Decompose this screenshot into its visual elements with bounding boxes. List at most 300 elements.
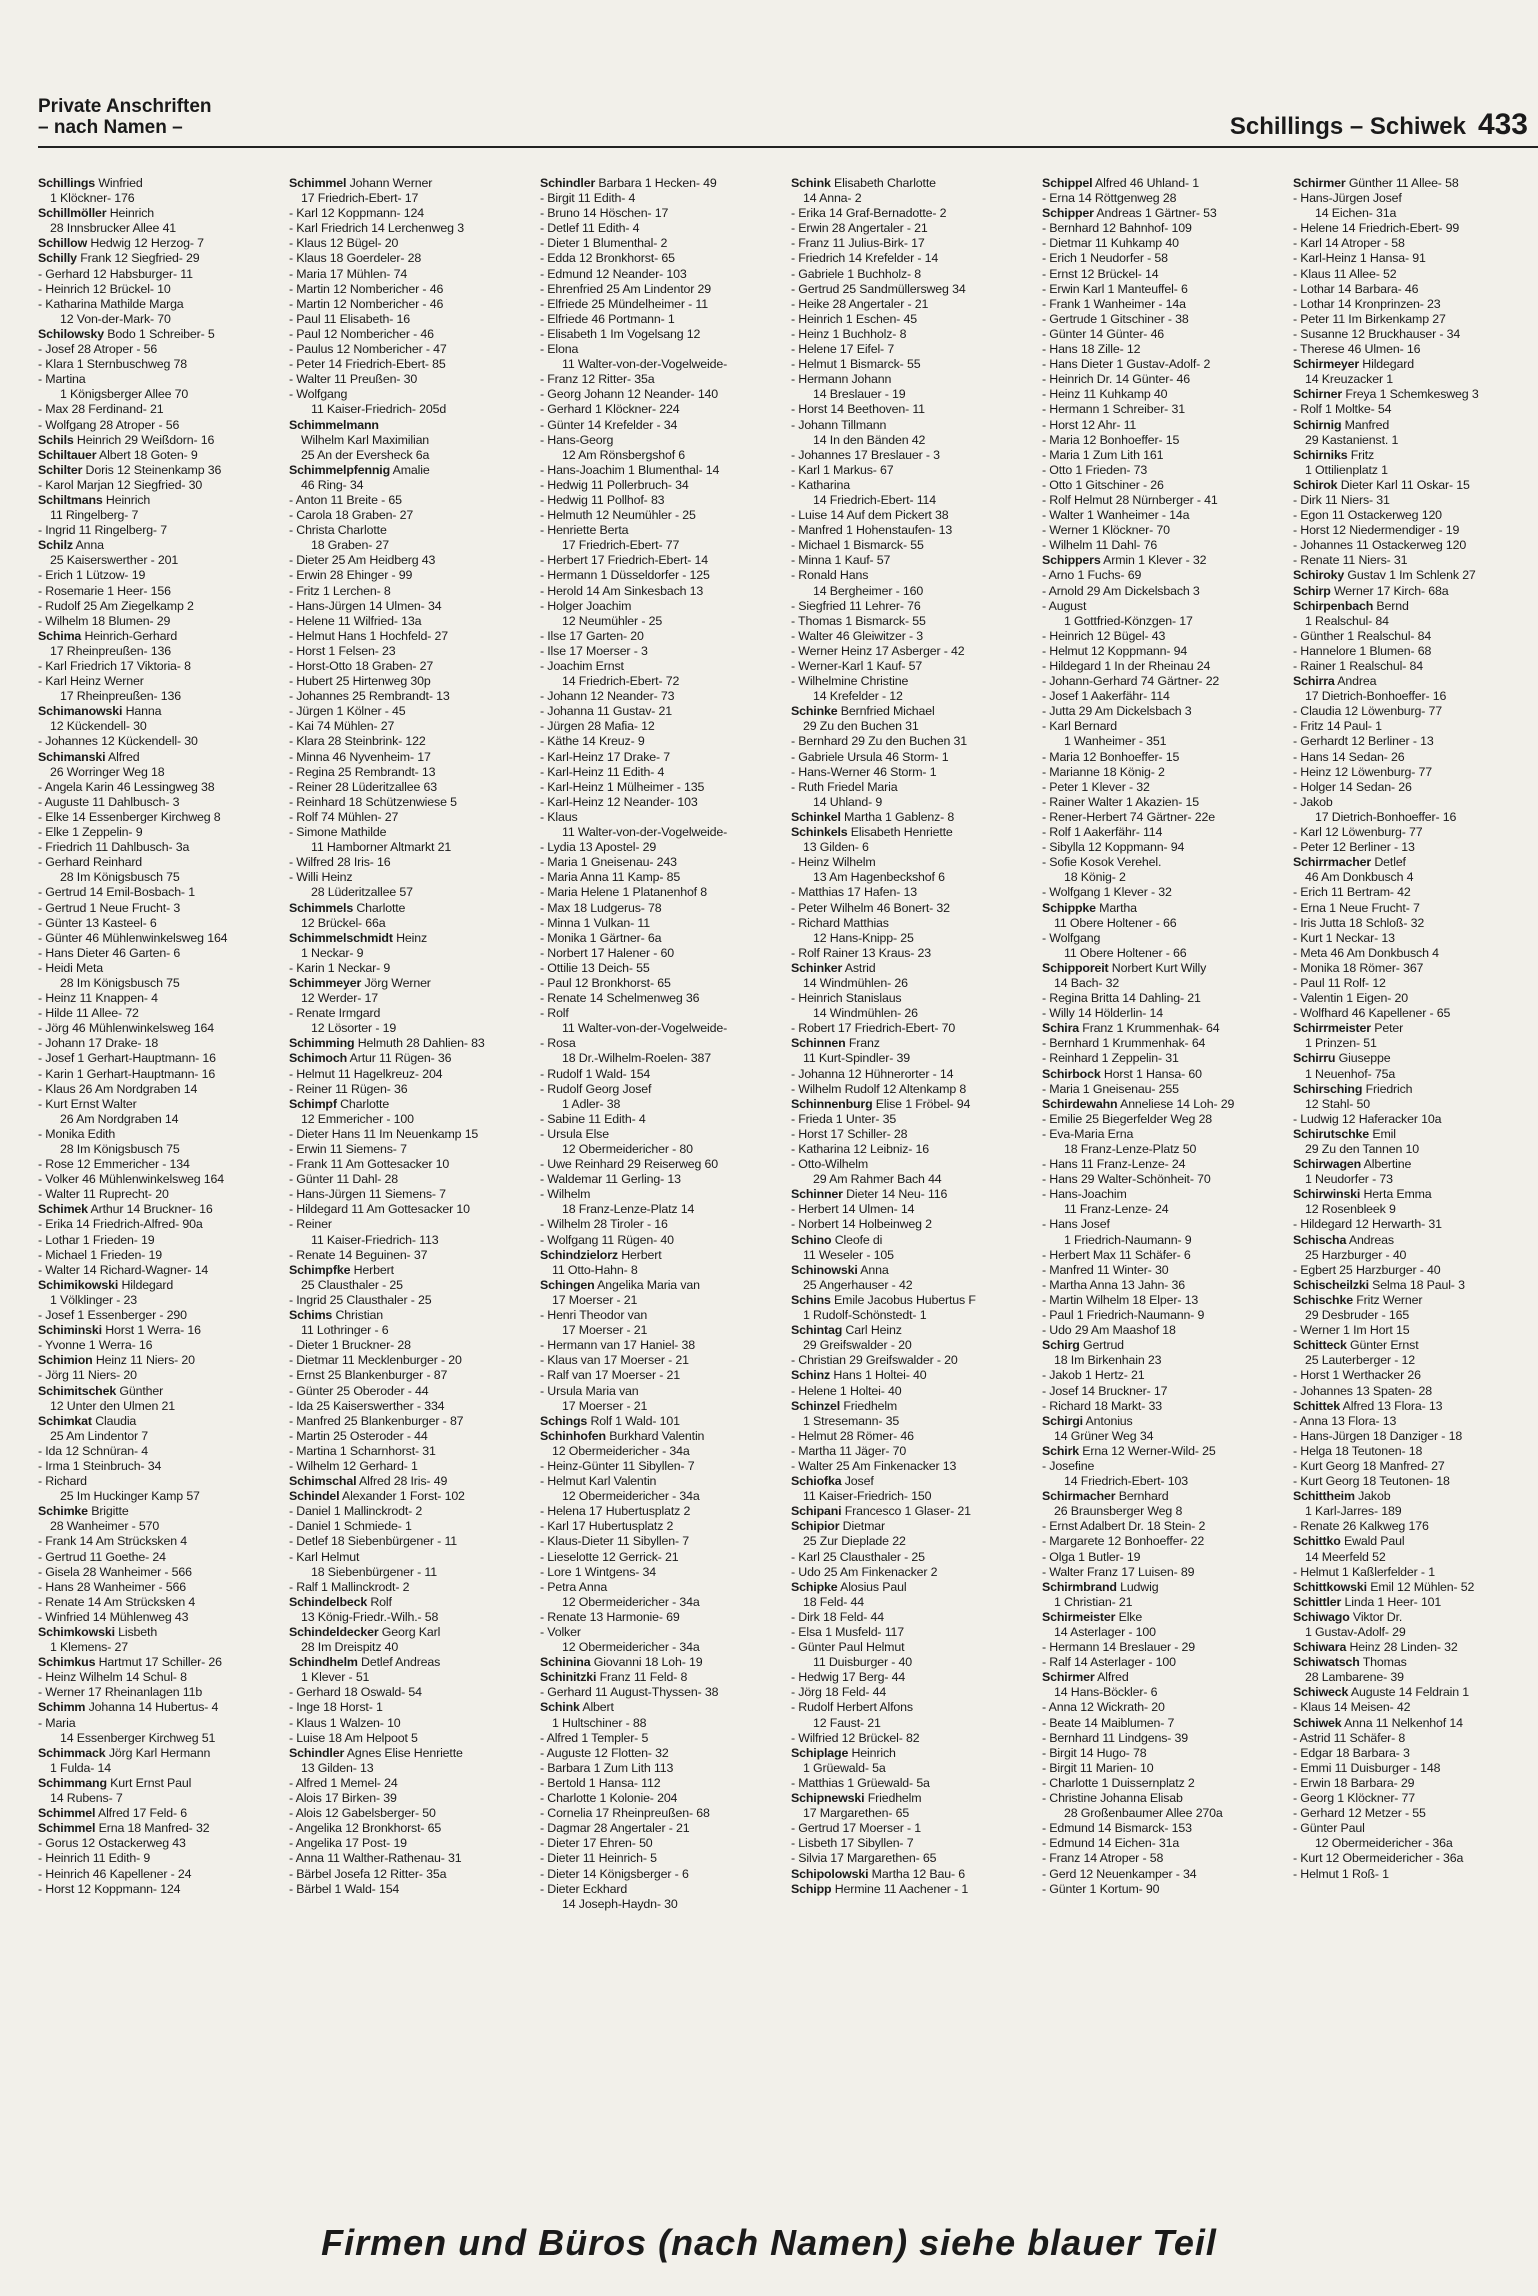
- listing-entry: - Wolfhard 46 Kapellener - 65: [1293, 1006, 1451, 1021]
- surname: Schirpenbach: [1293, 598, 1374, 613]
- listing-entry: Schirbock Horst 1 Hansa- 60: [1042, 1066, 1202, 1081]
- listing-entry: - Karl-Heinz 1 Hansa- 91: [1293, 251, 1426, 266]
- listing-entry: - Erwin 18 Barbara- 29: [1293, 1775, 1415, 1790]
- listing-entry: Schipolowski Martha 12 Bau- 6: [791, 1866, 966, 1881]
- listing-entry: 26 Am Nordgraben 14: [60, 1111, 179, 1126]
- listing-entry: - Jörg 11 Niers- 20: [38, 1368, 137, 1383]
- listing-entry: - Kurt 12 Obermeidericher - 36a: [1293, 1851, 1464, 1866]
- listing-entry: - Josef 1 Aakerfähr- 114: [1042, 689, 1170, 704]
- listing-entry: - Winfried 14 Mühlenweg 43: [38, 1609, 189, 1624]
- listing-entry: 17 Friedrich-Ebert- 17: [301, 191, 419, 206]
- listing-entry: - Olga 1 Butler- 19: [1042, 1549, 1141, 1564]
- listing-entry: - Robert 17 Friedrich-Ebert- 70: [791, 1021, 956, 1036]
- listing-entry: - Ursula Maria van: [540, 1383, 639, 1398]
- listing-entry: - Bernhard 1 Krummenhak- 64: [1042, 1036, 1206, 1051]
- surname: Schimkat: [38, 1413, 92, 1428]
- listing-entry: - Hans-Jürgen 14 Ulmen- 34: [289, 598, 442, 613]
- listing-entry: - Daniel 1 Schmiede- 1: [289, 1519, 412, 1534]
- listing-entry: Schindler Agnes Elise Henriette: [289, 1745, 463, 1760]
- listing-entry: Schimke Brigitte: [38, 1504, 129, 1519]
- listing-entry: - Helene 14 Friedrich-Ebert- 99: [1293, 221, 1460, 236]
- listing-entry: 1 Adler- 38: [562, 1096, 621, 1111]
- listing-entry: - Ehrenfried 25 Am Lindentor 29: [540, 281, 711, 296]
- listing-entry: 12 Obermeidericher - 34a: [552, 1443, 690, 1458]
- surname: Schirutschke: [1293, 1126, 1370, 1141]
- listing-entry: - Wilhelm 28 Tiroler - 16: [540, 1217, 668, 1232]
- surname: Schischa: [1293, 1232, 1347, 1247]
- listing-entry: Schingen Angelika Maria van: [540, 1277, 700, 1292]
- listing-entry: - Hans Dieter 1 Gustav-Adolf- 2: [1042, 357, 1211, 372]
- listing-entry: - Rainer Walter 1 Akazien- 15: [1042, 794, 1200, 809]
- listing-entry: Schipke Alosius Paul: [791, 1579, 907, 1594]
- listing-entry: - Günter 14 Krefelder - 34: [540, 417, 678, 432]
- listing-entry: - Hans 14 Sedan- 26: [1293, 749, 1405, 764]
- listing-entry: Schinhofen Burkhard Valentin: [540, 1428, 705, 1443]
- listing-entry: Schirp Werner 17 Kirch- 68a: [1293, 583, 1449, 598]
- surname: Schipnewski: [791, 1791, 865, 1806]
- surname: Schirbock: [1042, 1066, 1101, 1081]
- listing-entry: - Karl Friedrich 17 Viktoria- 8: [38, 659, 191, 673]
- listing-entry: Schils Heinrich 29 Weißdorn- 16: [38, 432, 215, 447]
- listing-entry: - Heinrich 46 Kapellener - 24: [38, 1866, 192, 1881]
- listing-entry: - Willi Heinz: [289, 870, 353, 885]
- surname: Schirmer: [1293, 176, 1346, 190]
- listing-entry: - Erna 14 Röttgenweg 28: [1042, 191, 1177, 206]
- listing-entry: - Werner 1 Im Hort 15: [1293, 1323, 1410, 1338]
- listing-entry: Schimanowski Hanna: [38, 704, 162, 719]
- listing-entry: - Cornelia 17 Rheinpreußen- 68: [540, 1806, 710, 1821]
- listing-entry: Schirwinski Herta Emma: [1293, 1187, 1432, 1202]
- listing-entry: - Johann 17 Drake- 18: [38, 1036, 159, 1051]
- listing-entry: 14 Uhland- 9: [813, 794, 883, 809]
- listing-entry: - Egbert 25 Harzburger - 40: [1293, 1262, 1441, 1277]
- listing-entry: - Hildegard 11 Am Gottesacker 10: [289, 1202, 470, 1217]
- listing-entry: - Heinrich Dr. 14 Günter- 46: [1042, 372, 1190, 387]
- listing-entry: - Wolfgang: [289, 387, 348, 402]
- listing-entry: - Ralf 1 Mallinckrodt- 2: [289, 1579, 410, 1594]
- listing-entry: 1 Rudolf-Schönstedt- 1: [803, 1308, 927, 1323]
- listing-entry: Schima Heinrich-Gerhard: [38, 628, 178, 643]
- listing-entry: - Matthias 17 Hafen- 13: [791, 885, 918, 900]
- listing-entry: Schinnen Franz: [791, 1036, 880, 1051]
- listing-entry: - Hermann 14 Breslauer - 29: [1042, 1640, 1195, 1655]
- listing-entry: - Friedrich 11 Dahlbusch- 3a: [38, 840, 190, 855]
- listing-entry: - Gabriele Ursula 46 Storm- 1: [791, 749, 949, 764]
- listing-entry: Schimoch Artur 11 Rügen- 36: [289, 1051, 452, 1066]
- listing-entry: - Martin 12 Nombericher - 46: [289, 296, 444, 311]
- listing-entry: 1 Neudorfer - 73: [1305, 1172, 1393, 1187]
- surname: Schirniks: [1293, 447, 1348, 462]
- listing-entry: 13 Am Hagenbeckshof 6: [813, 870, 945, 885]
- listing-entry: - Christian 29 Greifswalder - 20: [791, 1353, 958, 1368]
- header-rule: [38, 146, 1538, 148]
- listing-entry: Schischeilzki Selma 18 Paul- 3: [1293, 1277, 1465, 1292]
- listing-entry: - Heinz 1 Buchholz- 8: [791, 326, 907, 341]
- listing-entry: Schillings Winfried: [38, 176, 143, 190]
- listing-entry: - Helene 1 Holtei- 40: [791, 1383, 902, 1398]
- listing-entry: - Gisela 28 Wanheimer - 566: [38, 1564, 192, 1579]
- listing-entry: 18 Feld- 44: [803, 1594, 865, 1609]
- listing-entry: - Rolf Helmut 28 Nürnberger - 41: [1042, 492, 1218, 507]
- listing-entry: - Karl-Heinz 11 Edith- 4: [540, 764, 665, 779]
- listing-entry: Schinkels Elisabeth Henriette: [791, 825, 953, 840]
- listing-entry: Schirok Dieter Karl 11 Oskar- 15: [1293, 477, 1470, 492]
- listing-entry: - Wolfgang 1 Klever - 32: [1042, 885, 1172, 900]
- listing-entry: Schitteck Günter Ernst: [1293, 1338, 1419, 1353]
- surname: Schinzel: [791, 1398, 841, 1413]
- surname: Schippel: [1042, 176, 1093, 190]
- surname: Schimek: [38, 1202, 88, 1217]
- surname: Schimm: [38, 1700, 86, 1715]
- surname: Schils: [38, 432, 74, 447]
- listing-entry: 25 An der Eversheck 6a: [301, 447, 430, 462]
- listing-entry: - Angelika 12 Bronkhorst- 65: [289, 1821, 442, 1836]
- listing-entry: Schimming Helmuth 28 Dahlien- 83: [289, 1036, 485, 1051]
- listing-entry: - Helmut Hans 1 Hochfeld- 27: [289, 628, 449, 643]
- listing-entry: - Wilfried 12 Brückel- 82: [791, 1730, 920, 1745]
- listing-entry: Schira Franz 1 Krummenhak- 64: [1042, 1021, 1220, 1036]
- listing-entry: - Anna 11 Walther-Rathenau- 31: [289, 1851, 462, 1866]
- listing-entry: [289, 418, 531, 433]
- listing-entry: - Lieselotte 12 Gerrick- 21: [540, 1549, 679, 1564]
- surname: Schilz: [38, 538, 73, 553]
- listing-entry: 17 Moerser - 21: [562, 1323, 648, 1338]
- listing-entry: - Klaus 26 Am Nordgraben 14: [38, 1081, 198, 1096]
- listing-entry: 12 Emmericher - 100: [301, 1111, 414, 1126]
- listing-entry: - Hans-Jürgen Josef: [1293, 191, 1402, 206]
- listing-entry: 1 Klöckner- 176: [50, 191, 135, 206]
- listing-entry: 12 Obermeidericher - 34a: [562, 1594, 700, 1609]
- listing-entry: - Heinz 11 Kuhkamp 40: [1042, 387, 1168, 402]
- listing-entry: - Meta 46 Am Donkbusch 4: [1293, 945, 1439, 960]
- listing-entry: Schippers Armin 1 Klever - 32: [1042, 553, 1207, 568]
- listing-entry: - Wilhelm: [540, 1187, 591, 1202]
- listing-entry: 14 In den Bänden 42: [813, 432, 926, 447]
- listing-entry: - Regina Britta 14 Dahling- 21: [1042, 991, 1201, 1006]
- listing-entry: - Regina 25 Rembrandt- 13: [289, 764, 436, 779]
- listing-entry: - Josef 28 Atroper - 56: [38, 342, 158, 357]
- listing-entry: - Hans-Joachim: [1042, 1187, 1127, 1202]
- surname: Schirner: [1293, 387, 1343, 402]
- listing-entry: 1 Neuenhof- 75a: [1305, 1066, 1396, 1081]
- surname: Schinnenburg: [791, 1096, 873, 1111]
- listing-entry: 14 Friedrich-Ebert- 114: [813, 492, 937, 507]
- listing-entry: 29 Zu den Buchen 31: [803, 719, 919, 734]
- surname: Schirrmeister: [1293, 1021, 1371, 1036]
- listing-entry: 14 Krefelder - 12: [813, 689, 903, 704]
- listing-entry: Schipnewski Friedhelm: [791, 1791, 922, 1806]
- listing-entry: - Peter 12 Berliner - 13: [1293, 840, 1415, 855]
- listing-entry: Schiroky Gustav 1 Im Schlenk 27: [1293, 568, 1476, 583]
- listing-entry: - Elona: [540, 342, 579, 357]
- surname: Schims: [289, 1308, 333, 1323]
- listing-entry: Schimmang Kurt Ernst Paul: [38, 1775, 192, 1790]
- listing-entry: Schirrmeister Peter: [1293, 1021, 1404, 1036]
- surname: Schirmeister: [1042, 1609, 1116, 1624]
- listing-entry: - Reinhard 1 Zeppelin- 31: [1042, 1051, 1179, 1066]
- listing-entry: - Ingrid 25 Clausthaler - 25: [289, 1292, 432, 1307]
- listing-entry: Schirg Gertrud: [1042, 1338, 1124, 1353]
- listing-entry: - Paulus 12 Nombericher - 47: [289, 342, 447, 357]
- listing-entry: - Maria 12 Bonhoeffer- 15: [1042, 432, 1180, 447]
- listing-entry: Schirk Erna 12 Werner-Wild- 25: [1042, 1443, 1216, 1458]
- listing-entry: - Walter 14 Richard-Wagner- 14: [38, 1262, 209, 1277]
- surname: Schilowsky: [38, 326, 104, 341]
- listing-entry: - Renate 14 Schelmenweg 36: [540, 991, 700, 1006]
- listing-entry: 28 Im Königsbusch 75: [60, 870, 180, 885]
- listing-entry: - Inge 18 Horst- 1: [289, 1700, 383, 1715]
- listing-entry: - Max 28 Ferdinand- 21: [38, 402, 164, 417]
- surname: Schindeldecker: [289, 1625, 379, 1639]
- listing-entry: - Elfriede 25 Mündelheimer - 11: [540, 296, 708, 311]
- surname: Schimmelpfennig: [289, 462, 391, 477]
- surname: Schipper: [1042, 206, 1094, 221]
- listing-entry: Schipporeit Norbert Kurt Willy: [1042, 960, 1207, 975]
- surname: Schiltmans: [38, 492, 103, 507]
- listing-entry: - Yvonne 1 Werra- 16: [38, 1338, 153, 1353]
- listing-entry: - Maria 1 Zum Lith 161: [1042, 447, 1164, 462]
- listing-entry: - Johannes 25 Rembrandt- 13: [289, 689, 450, 704]
- listing-entry: 1 Königsberger Allee 70: [60, 387, 189, 402]
- surname: Schirok: [1293, 477, 1338, 492]
- surname: Schimpfke: [289, 1262, 351, 1277]
- listing-entry: - Gabriele 1 Buchholz- 8: [791, 266, 922, 281]
- listing-entry: - Bernhard 12 Bahnhof- 109: [1042, 221, 1192, 236]
- surname: Schirrmacher: [1293, 855, 1372, 870]
- listing-entry: - Herbert Max 11 Schäfer- 6: [1042, 1247, 1191, 1262]
- listing-entry: Schirniks Fritz: [1293, 447, 1375, 462]
- listing-entry: - Helene 11 Wilfried- 13a: [289, 613, 422, 628]
- listing-entry: Schimpfke Herbert: [289, 1262, 394, 1277]
- surname: Schimmelmann: [289, 417, 379, 432]
- listing-entry: 14 Meerfeld 52: [1305, 1549, 1386, 1564]
- listing-entry: - Eva-Maria Erna: [1042, 1126, 1134, 1141]
- surname: Schittkowski: [1293, 1579, 1367, 1594]
- listing-entry: - Dietmar 11 Kuhkamp 40: [1042, 236, 1179, 251]
- surname: Schink: [791, 176, 831, 190]
- listing-entry: - Charlotte 1 Duissernplatz 2: [1042, 1775, 1195, 1790]
- listing-entry: - Ilse 17 Moerser - 3: [540, 643, 648, 658]
- listing-entry: - Ernst 25 Blankenburger - 87: [289, 1368, 448, 1383]
- listing-entry: - Heinz Wilhelm: [791, 855, 876, 870]
- listing-entry: - Kurt Georg 18 Teutonen- 18: [1293, 1474, 1450, 1489]
- listing-entry: - Iris Jutta 18 Schloß- 32: [1293, 915, 1425, 930]
- listing-entry: - Klara 28 Steinbrink- 122: [289, 734, 426, 749]
- listing-entry: 17 Dietrich-Bonhoeffer- 16: [1315, 809, 1457, 824]
- listing-entry: 14 Joseph-Haydn- 30: [562, 1896, 678, 1911]
- listing-entry: - Otto 1 Frieden- 73: [1042, 462, 1148, 477]
- listing-entry: Schirgi Antonius: [1042, 1413, 1133, 1428]
- listing-entry: Schirru Giuseppe: [1293, 1051, 1391, 1066]
- listing-entry: - Luise 18 Am Helpoot 5: [289, 1730, 418, 1745]
- listing-entry: - Michael 1 Frieden- 19: [38, 1247, 162, 1262]
- listing-entry: Schimkat Claudia: [38, 1413, 137, 1428]
- listing-entry: 11 Kaiser-Friedrich- 205d: [311, 402, 447, 417]
- surname: Schirwagen: [1293, 1157, 1362, 1172]
- listing-entry: - Maria 12 Bonhoeffer- 15: [1042, 749, 1180, 764]
- surname: Schirk: [1042, 1443, 1079, 1458]
- listing-entry: - Heinrich 12 Brückel- 10: [38, 281, 171, 296]
- listing-entry: - Richard: [38, 1474, 87, 1489]
- listing-entry: - Wolfgang: [1042, 930, 1101, 945]
- listing-entry: - Birgit 11 Marien- 10: [1042, 1760, 1154, 1775]
- listing-entry: 14 Bach- 32: [1054, 975, 1120, 990]
- listing-entry: Schinzel Friedhelm: [791, 1398, 898, 1413]
- listing-entry: Schiwek Anna 11 Nelkenhof 14: [1293, 1715, 1463, 1730]
- listing-entry: - Jakob 1 Hertz- 21: [1042, 1368, 1145, 1383]
- listing-entry: - Lydia 13 Apostel- 29: [540, 840, 657, 855]
- surname: Schimke: [38, 1504, 88, 1519]
- listing-entry: Schittheim Jakob: [1293, 1489, 1391, 1504]
- surname: Schimmack: [38, 1745, 106, 1760]
- listing-entry: - Elfriede 46 Portmann- 1: [540, 311, 675, 326]
- listing-entry: - Manfred 25 Blankenburger - 87: [289, 1413, 464, 1428]
- listing-entry: 11 Kaiser-Friedrich- 150: [803, 1489, 932, 1504]
- listing-entry: Schindel Alexander 1 Forst- 102: [289, 1489, 465, 1504]
- listing-entry: 46 Ring- 34: [301, 477, 364, 492]
- listing-entry: - Paul 11 Elisabeth- 16: [289, 311, 410, 326]
- listing-entry: - Lore 1 Wintgens- 34: [540, 1564, 656, 1579]
- listing-entry: - Josef 1 Essenberger - 290: [38, 1308, 187, 1323]
- listing-entry: - Klaus 1 Walzen- 10: [289, 1715, 401, 1730]
- listing-entry: 25 Clausthaler - 25: [301, 1277, 403, 1292]
- listing-entry: 17 Friedrich-Ebert- 77: [562, 538, 680, 553]
- listing-entry: Schimanski Alfred: [38, 749, 140, 764]
- listing-entry: Schirwagen Albertine: [1293, 1157, 1412, 1172]
- listing-entry: - Rudolf Herbert Alfons: [791, 1700, 913, 1715]
- surname: Schiweck: [1293, 1685, 1349, 1700]
- listing-entry: - Detlef 18 Siebenbürgener - 11: [289, 1534, 458, 1549]
- listing-entry: 18 Franz-Lenze-Platz 14: [562, 1202, 695, 1217]
- listing-entry: - Heinz-Günter 11 Sibyllen- 7: [540, 1458, 695, 1473]
- listing-entry: - Maria: [38, 1715, 76, 1730]
- listing-entry: - Auguste 12 Flotten- 32: [540, 1745, 669, 1760]
- listing-entry: 14 Essenberger Kirchweg 51: [60, 1730, 216, 1745]
- listing-entry: 17 Dietrich-Bonhoeffer- 16: [1305, 689, 1447, 704]
- listing-entry: Schimpf Charlotte: [289, 1096, 390, 1111]
- listing-entry: 28 Im Dreispitz 40: [301, 1640, 399, 1655]
- listing-entry: - Hans-Jürgen 11 Siemens- 7: [289, 1187, 446, 1202]
- listing-entry: 26 Braunsberger Weg 8: [1054, 1504, 1183, 1519]
- listing-entry: - Angelika 17 Post- 19: [289, 1836, 407, 1851]
- listing-entry: - Elisabeth 1 Im Vogelsang 12: [540, 326, 701, 341]
- listing-entry: - Claudia 12 Löwenburg- 77: [1293, 704, 1443, 719]
- listing-entry: - Martin Wilhelm 18 Elper- 13: [1042, 1292, 1199, 1307]
- surname: Schirmer: [1042, 1670, 1095, 1685]
- surname: Schipke: [791, 1579, 838, 1594]
- surname: Schinhofen: [540, 1428, 606, 1443]
- listing-entry: - Volker 46 Mühlenwinkelsweg 164: [38, 1172, 224, 1187]
- listing-entry: - Helmut Karl Valentin: [540, 1474, 657, 1489]
- listing-entry: - Edda 12 Bronkhorst- 65: [540, 251, 675, 266]
- listing-entry: - Maria 1 Gneisenau- 255: [1042, 1081, 1179, 1096]
- listing-entry: - Hans Josef: [1042, 1217, 1110, 1232]
- listing-entry: - Carola 18 Graben- 27: [289, 508, 414, 523]
- listing-entry: - Ilse 17 Garten- 20: [540, 628, 644, 643]
- listing-entry: - Wilhelmine Christine: [791, 674, 909, 689]
- listing-column-4: [791, 176, 1033, 2176]
- listing-entry: - Erwin 28 Ehinger - 99: [289, 568, 413, 583]
- listing-entry: 28 Im Königsbusch 75: [60, 1142, 180, 1156]
- listing-entry: - Paul 12 Nombericher - 46: [289, 326, 434, 341]
- listing-entry: 12 Von-der-Mark- 70: [60, 311, 171, 326]
- listing-entry: - Gerhard 12 Habsburger- 11: [38, 266, 193, 281]
- footer-note: Firmen und Büros (nach Namen) siehe blauer Teil: [321, 2222, 1217, 2263]
- listing-entry: - Karl Friedrich 14 Lerchenweg 3: [289, 221, 464, 236]
- listing-entry: - Fritz 1 Lerchen- 8: [289, 583, 391, 598]
- listing-entry: - Alfred 1 Memel- 24: [289, 1775, 398, 1790]
- surname: Schindelbeck: [289, 1594, 368, 1609]
- listing-entry: 18 Franz-Lenze-Platz 50: [1064, 1142, 1197, 1156]
- listing-entry: - Heinrich Stanislaus: [791, 991, 902, 1006]
- surname: Schinnen: [791, 1036, 846, 1051]
- listing-entry: Schittek Alfred 13 Flora- 13: [1293, 1398, 1443, 1413]
- surname: Schiroky: [1293, 568, 1345, 583]
- listing-column-6: [1293, 176, 1535, 2176]
- listing-entry: - Walter Franz 17 Luisen- 89: [1042, 1564, 1195, 1579]
- listing-entry: - Hans 28 Wanheimer - 566: [38, 1579, 186, 1594]
- listing-entry: - Erich 1 Neudorfer - 58: [1042, 251, 1168, 266]
- listing-entry: - Rudolf 1 Wald- 154: [540, 1066, 651, 1081]
- listing-entry: Schilowsky Bodo 1 Schreiber- 5: [38, 326, 215, 341]
- listing-entry: Schirnig Manfred: [1293, 417, 1390, 432]
- surname: Schinz: [791, 1368, 831, 1383]
- listing-entry: 14 Hans-Böckler- 6: [1054, 1685, 1158, 1700]
- listing-entry: - Rosemarie 1 Heer- 156: [38, 583, 171, 598]
- surname: Schiwara: [1293, 1640, 1347, 1655]
- listing-entry: 12 Obermeidericher - 36a: [1315, 1836, 1453, 1851]
- listing-entry: - Luise 14 Auf dem Pickert 38: [791, 508, 949, 523]
- listing-entry: Schindzielorz Herbert: [540, 1247, 662, 1262]
- listing-entry: 46 Am Donkbusch 4: [1305, 870, 1414, 885]
- listing-entry: - Heinrich 11 Edith- 9: [38, 1851, 151, 1866]
- listing-entry: Schimikowski Hildegard: [38, 1277, 174, 1292]
- listing-entry: - Walter 25 Am Finkenacker 13: [791, 1458, 957, 1473]
- listing-entry: Schiweck Auguste 14 Feldrain 1: [1293, 1685, 1469, 1700]
- listing-entry: - Renate Irmgard: [289, 1006, 381, 1021]
- listing-entry: - Renate 13 Harmonie- 69: [540, 1609, 680, 1624]
- listing-entry: - Karl 1 Markus- 67: [791, 462, 894, 477]
- listing-entry: - Detlef 11 Edith- 4: [540, 221, 640, 236]
- listing-entry: - Reiner 28 Lüderitzallee 63: [289, 779, 438, 794]
- listing-entry: 18 Graben- 27: [311, 538, 389, 553]
- listing-entry: - Johannes 11 Ostackerweg 120: [1293, 538, 1467, 553]
- listing-entry: 1 Realschul- 84: [1305, 613, 1389, 628]
- surname: Schirwinski: [1293, 1187, 1361, 1202]
- listing-entry: Schimmel Alfred 17 Feld- 6: [38, 1806, 188, 1821]
- listing-entry: 11 Franz-Lenze- 24: [1064, 1202, 1169, 1217]
- listing-entry: - Erich 11 Bertram- 42: [1293, 885, 1411, 900]
- listing-entry: - Günter 1 Kortum- 90: [1042, 1881, 1160, 1896]
- surname: Schinke: [791, 704, 838, 719]
- listing-entry: - Günther 1 Realschul- 84: [1293, 628, 1432, 643]
- listing-entry: - Hans-Joachim 1 Blumenthal- 14: [540, 462, 720, 477]
- listing-entry: - Martina: [38, 372, 86, 387]
- listing-entry: 14 Kreuzacker 1: [1305, 372, 1393, 387]
- listing-entry: - Richard Matthias: [791, 915, 889, 930]
- listing-entry: - Gerhard 1 Klöckner- 224: [540, 402, 680, 417]
- listing-entry: - Karol Marjan 12 Siegfried- 30: [38, 477, 203, 492]
- running-header: [1230, 108, 1528, 142]
- listing-entry: Schims Christian: [289, 1308, 384, 1323]
- listing-entry: - Gertrud 1 Neue Frucht- 3: [38, 900, 181, 915]
- surname: Schippers: [1042, 553, 1101, 568]
- listing-entry: - Kurt Ernst Walter: [38, 1096, 137, 1111]
- surname: Schindel: [289, 1489, 340, 1504]
- surname: Schittler: [1293, 1594, 1342, 1609]
- listing-entry: - Klaus-Dieter 11 Sibyllen- 7: [540, 1534, 689, 1549]
- listing-entry: 11 Walter-von-der-Vogelweide-: [562, 825, 728, 840]
